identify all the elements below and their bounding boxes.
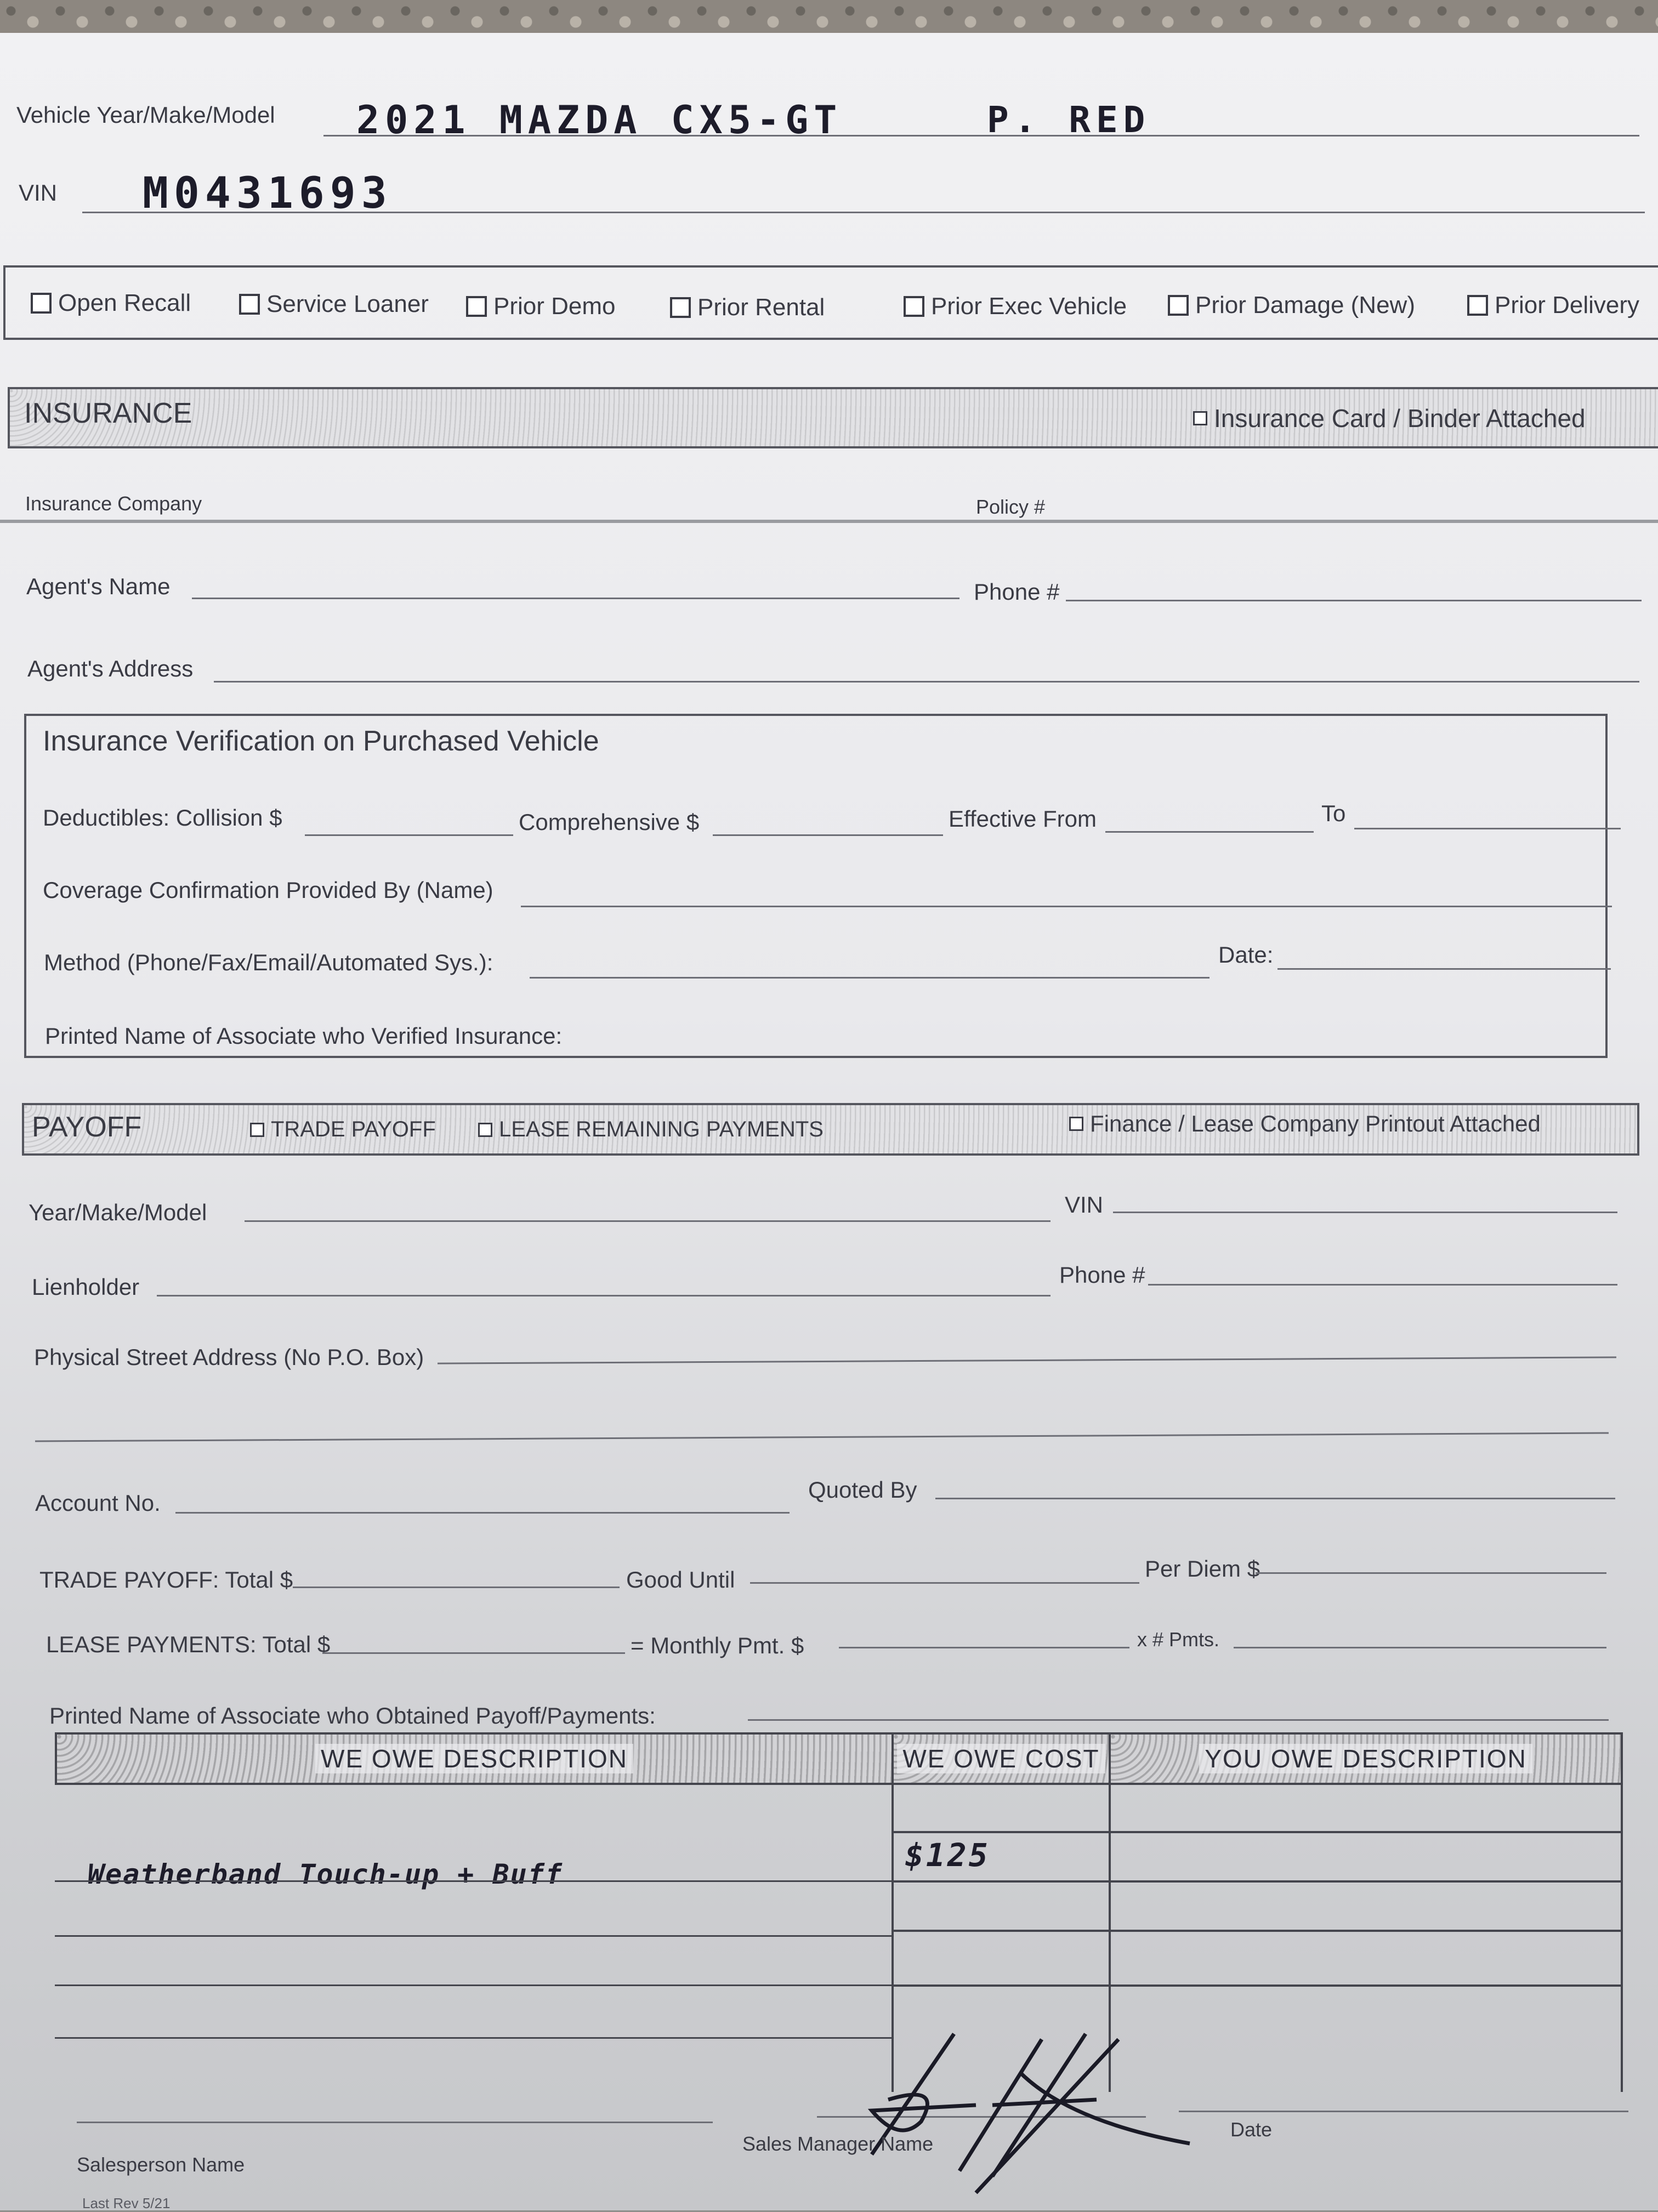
checkbox-icon[interactable] xyxy=(904,296,924,317)
per-diem-label: Per Diem $ xyxy=(1145,1556,1260,1582)
flag-prior-demo[interactable] xyxy=(466,293,616,320)
method-date-label: Date: xyxy=(1218,942,1274,968)
agent-phone-line xyxy=(1066,600,1642,601)
quoted-by-label: Quoted By xyxy=(808,1477,917,1503)
vin-label: VIN xyxy=(19,180,58,206)
payoff-associate-line xyxy=(748,1719,1609,1721)
monthly-payment-line xyxy=(839,1647,1129,1648)
checkbox-icon[interactable] xyxy=(466,296,487,317)
payoff-ymm-label: Year/Make/Model xyxy=(29,1199,207,1225)
to-line xyxy=(1354,828,1621,829)
checkbox-icon[interactable] xyxy=(478,1123,492,1137)
row-line xyxy=(892,1930,1623,1932)
vehicle-value-handwritten: 2021 MAZDA CX5-GT xyxy=(356,98,843,143)
method-date-line xyxy=(1277,968,1611,970)
flag-label: Prior Exec Vehicle xyxy=(931,293,1127,320)
we-owe-description-cell: Weatherband Touch-up + Buff xyxy=(88,1858,563,1890)
row-line xyxy=(55,1935,894,1937)
checkbox-icon[interactable] xyxy=(239,294,260,315)
street-address-line-1 xyxy=(438,1356,1616,1364)
salesperson-signature-line xyxy=(77,2122,713,2123)
insurance-card-attached-checkbox[interactable] xyxy=(1193,403,1586,433)
form-revision-footer: Last Rev 5/21 xyxy=(82,2195,171,2211)
row-line xyxy=(55,1880,894,1882)
flag-open-recall[interactable] xyxy=(31,289,191,317)
method-label: Method (Phone/Fax/Email/Automated Sys.): xyxy=(44,949,493,975)
payoff-vin-label: VIN xyxy=(1065,1192,1104,1218)
method-line xyxy=(530,977,1210,979)
good-until-label: Good Until xyxy=(626,1567,735,1593)
insurance-title: INSURANCE xyxy=(24,397,192,429)
deal-form-page xyxy=(0,33,1658,2210)
checkbox-icon[interactable] xyxy=(250,1123,264,1137)
account-no-line xyxy=(175,1512,790,1514)
agent-address-label: Agent's Address xyxy=(27,656,194,681)
account-no-label: Account No. xyxy=(35,1490,161,1516)
quoted-by-line xyxy=(935,1498,1615,1499)
lease-payments-total-line xyxy=(322,1652,625,1654)
checkbox-icon[interactable] xyxy=(1193,411,1207,425)
agent-address-line xyxy=(214,681,1639,683)
per-diem-line xyxy=(1256,1572,1606,1574)
row-line xyxy=(55,1984,894,1986)
comprehensive-label: Comprehensive $ xyxy=(519,809,700,835)
header-label: WE OWE COST xyxy=(897,1744,1105,1773)
insurance-company-label: Insurance Company xyxy=(25,492,202,515)
lienholder-label: Lienholder xyxy=(32,1274,140,1300)
checkbox-label: Insurance Card / Binder Attached xyxy=(1214,404,1586,433)
vehicle-label: Vehicle Year/Make/Model xyxy=(16,102,275,128)
checkbox-icon[interactable] xyxy=(670,297,691,318)
trade-payoff-total-line xyxy=(293,1587,620,1588)
policy-label: Policy # xyxy=(976,496,1046,518)
monthly-payment-label: = Monthly Pmt. $ xyxy=(631,1633,804,1658)
agent-phone-label: Phone # xyxy=(974,579,1060,605)
payoff-associate-label: Printed Name of Associate who Obtained Payoff/Payments: xyxy=(49,1703,656,1728)
insurance-company-line xyxy=(0,520,1658,523)
to-label: To xyxy=(1321,800,1346,826)
effective-from-label: Effective From xyxy=(949,806,1097,832)
header-we-owe-description xyxy=(55,1732,894,1785)
checkbox-icon[interactable] xyxy=(31,293,52,314)
num-payments-label: x # Pmts. xyxy=(1137,1628,1220,1651)
flag-label: Prior Delivery xyxy=(1495,292,1640,319)
date-signature-line xyxy=(1179,2111,1628,2112)
we-owe-cost-cell: $125 xyxy=(905,1836,990,1874)
date-label: Date xyxy=(1230,2118,1273,2141)
flag-prior-delivery[interactable] xyxy=(1467,292,1639,319)
checkbox-label: LEASE REMAINING PAYMENTS xyxy=(499,1117,824,1141)
flag-prior-exec-vehicle[interactable] xyxy=(904,293,1127,320)
vehicle-color-handwritten: P. RED xyxy=(987,99,1151,141)
flag-prior-damage[interactable] xyxy=(1168,292,1415,319)
header-label: WE OWE DESCRIPTION xyxy=(315,1744,633,1773)
header-label: YOU OWE DESCRIPTION xyxy=(1199,1744,1532,1773)
checkbox-icon[interactable] xyxy=(1467,295,1488,316)
good-until-line xyxy=(750,1582,1139,1584)
lienholder-phone-line xyxy=(1148,1284,1617,1286)
trade-payoff-total-label: TRADE PAYOFF: Total $ xyxy=(39,1567,293,1593)
header-you-owe-description xyxy=(1109,1732,1623,1785)
header-we-owe-cost xyxy=(892,1732,1111,1785)
payoff-vin-line xyxy=(1113,1212,1617,1213)
lease-remaining-checkbox[interactable] xyxy=(478,1117,824,1142)
trade-payoff-checkbox[interactable] xyxy=(250,1117,436,1142)
street-address-line-2 xyxy=(35,1432,1609,1442)
deductibles-label: Deductibles: Collision $ xyxy=(43,805,282,831)
flag-label: Prior Rental xyxy=(697,294,825,321)
owe-table xyxy=(55,1732,1623,2039)
collision-line xyxy=(305,834,513,836)
coverage-confirmation-line xyxy=(521,906,1612,907)
verified-associate-label: Printed Name of Associate who Verified Insurance: xyxy=(45,1023,563,1049)
agent-name-label: Agent's Name xyxy=(26,573,171,599)
payoff-title: PAYOFF xyxy=(32,1111,142,1143)
vin-value-handwritten: M0431693 xyxy=(143,169,393,218)
checkbox-icon[interactable] xyxy=(1069,1117,1083,1131)
row-line xyxy=(892,1880,1623,1883)
checkbox-label: TRADE PAYOFF xyxy=(271,1117,436,1141)
row-line xyxy=(55,2037,894,2039)
salesperson-name-label: Salesperson Name xyxy=(77,2153,245,2176)
verification-title: Insurance Verification on Purchased Vehicle xyxy=(43,725,599,757)
flag-label: Service Loaner xyxy=(266,291,429,317)
coverage-confirmation-label: Coverage Confirmation Provided By (Name) xyxy=(43,877,493,903)
flag-label: Prior Demo xyxy=(493,293,616,320)
checkbox-icon[interactable] xyxy=(1168,295,1189,316)
lease-payments-total-label: LEASE PAYMENTS: Total $ xyxy=(46,1631,331,1657)
effective-from-line xyxy=(1105,831,1314,833)
flag-label: Prior Damage (New) xyxy=(1195,292,1415,319)
agent-name-line xyxy=(192,598,959,599)
comprehensive-line xyxy=(713,834,943,836)
lienholder-phone-label: Phone # xyxy=(1059,1262,1145,1288)
payoff-ymm-line xyxy=(245,1220,1051,1222)
manager-signature-mark xyxy=(811,2028,1206,2209)
num-payments-line xyxy=(1234,1647,1606,1648)
table-bottom-edge xyxy=(892,1984,1623,1987)
flag-prior-rental[interactable] xyxy=(670,294,825,321)
sales-manager-name-label: Sales Manager Name xyxy=(742,2133,934,2155)
flag-service-loaner[interactable] xyxy=(239,291,429,318)
street-address-label: Physical Street Address (No P.O. Box) xyxy=(34,1344,424,1370)
checkbox-label: Finance / Lease Company Printout Attached xyxy=(1090,1111,1541,1136)
lienholder-line xyxy=(157,1295,1051,1297)
printout-attached-checkbox[interactable] xyxy=(1069,1111,1541,1137)
row-line xyxy=(892,1831,1623,1833)
flag-label: Open Recall xyxy=(58,289,191,316)
